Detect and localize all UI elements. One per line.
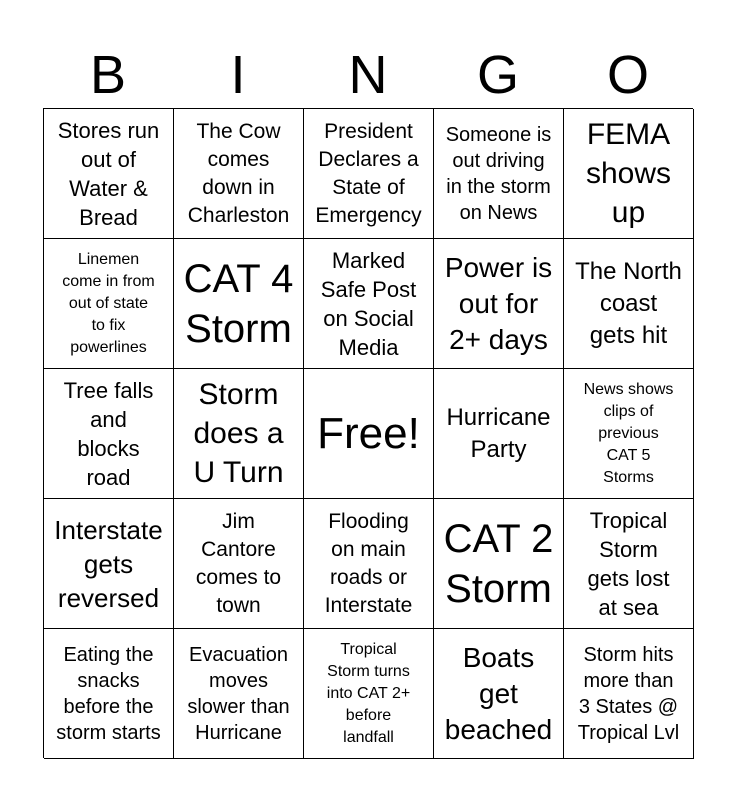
cell-text: Storm hits more than 3 States @ Tropical Lvl [577, 643, 680, 744]
bingo-cell[interactable] [174, 109, 304, 239]
cell-text: Tropical Storm gets lost at sea [587, 507, 670, 620]
header-letter-b: B [89, 45, 127, 105]
cell-text: Linemen come in from out of state to fix powerlines [62, 250, 155, 356]
cell-text: Someone is out driving in the storm on News [445, 123, 552, 224]
bingo-cell[interactable] [304, 629, 434, 759]
cell-text: Jim Cantore comes to town [195, 509, 282, 617]
cell-text: News shows clips of previous CAT 5 Storms [583, 380, 674, 486]
bingo-cell[interactable] [174, 239, 304, 369]
cell-text: Stores run out of Water & Bread [57, 117, 160, 230]
header-letter-o: O [606, 45, 649, 105]
cell-text: Evacuation moves slower than Hurricane [187, 643, 290, 744]
bingo-cell[interactable] [564, 109, 694, 239]
bingo-cell[interactable] [304, 239, 434, 369]
header-letter-g: G [476, 45, 519, 105]
cell-text: The North coast gets hit [575, 257, 682, 349]
cell-text: Interstate gets reversed [54, 514, 163, 613]
cell-text: Free! [317, 408, 420, 458]
bingo-cell[interactable] [564, 369, 694, 499]
header-letter-i: I [230, 45, 246, 105]
cell-text: Tree falls and blocks road [63, 377, 154, 490]
bingo-cell[interactable] [44, 109, 174, 239]
cell-text: Hurricane Party [446, 403, 551, 463]
bingo-cell[interactable] [434, 629, 564, 759]
cell-text: Storm does a U Turn [193, 378, 284, 489]
bingo-cell[interactable] [564, 239, 694, 369]
bingo-cell[interactable] [434, 109, 564, 239]
bingo-cell[interactable] [44, 239, 174, 369]
bingo-cell[interactable] [434, 369, 564, 499]
cell-text: Power is out for 2+ days [444, 251, 553, 355]
cell-text: Flooding on main roads or Interstate [324, 509, 413, 617]
bingo-cell[interactable] [564, 629, 694, 759]
cell-text: Eating the snacks before the storm starts [56, 643, 161, 744]
bingo-cell[interactable] [304, 109, 434, 239]
cell-text: CAT 2 Storm [443, 516, 554, 611]
cell-text: Marked Safe Post on Social Media [320, 247, 417, 360]
bingo-cell[interactable] [44, 369, 174, 499]
bingo-cell[interactable] [434, 499, 564, 629]
bingo-grid [43, 108, 693, 758]
cell-text: Tropical Storm turns into CAT 2+ before landfall [326, 640, 411, 746]
cell-text: CAT 4 Storm [183, 256, 294, 351]
cell-text: The Cow comes down in Charleston [187, 119, 290, 227]
free-space[interactable] [304, 369, 434, 499]
cell-text: President Declares a State of Emergency [315, 119, 422, 227]
header-letter-n: N [348, 45, 388, 105]
bingo-cell[interactable] [564, 499, 694, 629]
bingo-cell[interactable] [304, 499, 434, 629]
cell-text: Boats get beached [444, 641, 553, 745]
cell-text: FEMA shows up [585, 118, 672, 229]
bingo-header [43, 40, 693, 110]
bingo-cell[interactable] [174, 499, 304, 629]
bingo-cell[interactable] [174, 369, 304, 499]
bingo-cell[interactable] [434, 239, 564, 369]
bingo-cell[interactable] [44, 629, 174, 759]
bingo-cell[interactable] [44, 499, 174, 629]
bingo-cell[interactable] [174, 629, 304, 759]
